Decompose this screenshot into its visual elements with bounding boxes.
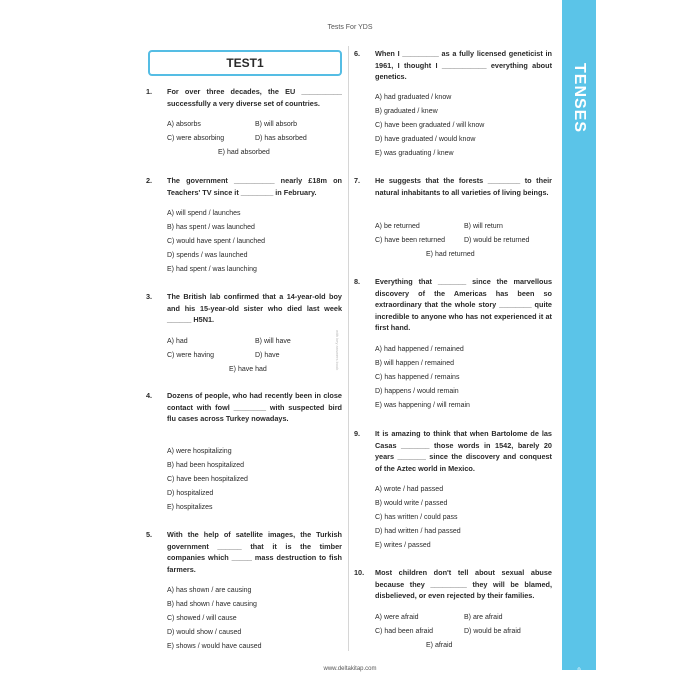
section-tab-label: TENSES xyxy=(571,62,588,133)
option-a: A) wrote / had passed xyxy=(375,486,444,493)
section-sidebar xyxy=(562,0,596,674)
question-stem: For over three decades, the EU __________ successfully a very diverse set of countries. xyxy=(167,87,342,108)
margin-note: with key answers book xyxy=(335,330,340,371)
option-e: E) writes / passed xyxy=(375,542,431,549)
question-number: 9. xyxy=(354,429,361,438)
option-d: D) have graduated / would know xyxy=(375,136,476,143)
option-a: A) had happened / remained xyxy=(375,346,464,353)
option-b: B) would write / passed xyxy=(375,500,448,507)
option-b: B) are afraid xyxy=(464,614,503,621)
option-b: B) will absorb xyxy=(255,121,298,128)
option-b: B) had shown / have causing xyxy=(167,601,257,608)
question-stem: Dozens of people, who had recently been in close contact with fowl ________ with suspected bird flu cases across Turkey nowadays. xyxy=(167,391,342,423)
option-b: B) had been hospitalized xyxy=(167,462,245,469)
question-number: 10. xyxy=(354,568,365,577)
publisher-url: www.deltakitap.com xyxy=(323,666,377,672)
option-c: C) have been returned xyxy=(375,237,446,244)
question-5 xyxy=(146,529,342,655)
question-number: 7. xyxy=(354,176,361,185)
option-c: C) showed / will cause xyxy=(167,615,237,622)
option-a: A) be returned xyxy=(375,223,420,230)
option-c: C) were having xyxy=(167,352,215,359)
question-1 xyxy=(146,86,342,162)
option-d: D) had written / had passed xyxy=(375,528,461,535)
question-stem: The government __________ nearly £18m on Teachers' TV since it ________ in February. xyxy=(167,176,342,197)
option-e: E) hospitalizes xyxy=(167,504,213,511)
option-e: E) was graduating / knew xyxy=(375,150,454,157)
option-c: C) would have spent / launched xyxy=(167,238,266,245)
page-number: 9 xyxy=(577,668,581,674)
question-3 xyxy=(146,291,342,377)
option-d: D) has absorbed xyxy=(255,135,307,142)
option-b: B) will happen / remained xyxy=(375,360,454,367)
option-d: D) hospitalized xyxy=(167,490,214,497)
option-b: B) has spent / was launched xyxy=(167,224,255,231)
question-stem: It is amazing to think that when Bartolome de las Casas _______ those words in 1542, barely 20 years _______ since the discovery and conquest of the Aztec world in Mexico. xyxy=(375,429,552,473)
question-number: 3. xyxy=(146,292,153,301)
question-stem: The British lab confirmed that a 14-year-old boy and his 15-year-old sister who died last week ______ H5N1. xyxy=(167,292,342,324)
option-c: C) had been afraid xyxy=(375,628,433,635)
question-number: 4. xyxy=(146,391,153,400)
question-number: 1. xyxy=(146,87,153,96)
option-a: A) were afraid xyxy=(375,614,419,621)
option-c: C) were absorbing xyxy=(167,135,225,142)
question-stem: Everything that _______ since the marvellous discovery of the Americas has been so extraordinary that the whole story ________ quite incredible to anyone who has not experienced it at first hand. xyxy=(375,277,552,332)
column-divider xyxy=(348,46,349,651)
question-number: 8. xyxy=(354,277,361,286)
option-a: A) had xyxy=(167,338,188,345)
option-e: E) have had xyxy=(229,366,267,373)
option-e: E) had returned xyxy=(426,251,475,258)
option-d: D) would be afraid xyxy=(464,628,521,635)
option-c: C) has written / could pass xyxy=(375,514,458,521)
option-e: E) afraid xyxy=(426,642,453,649)
test-title: TEST1 xyxy=(148,50,342,76)
option-a: A) absorbs xyxy=(167,121,201,128)
option-b: B) will return xyxy=(464,223,503,230)
question-stem: He suggests that the forests ________ to their natural inhabitants to all varieties of living beings. xyxy=(375,176,552,197)
question-8 xyxy=(354,276,554,416)
running-header: Tests For YDS xyxy=(327,24,373,31)
option-b: B) will have xyxy=(255,338,291,345)
question-number: 6. xyxy=(354,49,361,58)
option-c: C) have been graduated / will know xyxy=(375,122,485,129)
option-a: A) had graduated / know xyxy=(375,94,452,101)
option-b: B) graduated / knew xyxy=(375,108,438,115)
option-d: D) have xyxy=(255,352,280,359)
option-a: A) will spend / launches xyxy=(167,210,241,217)
option-d: D) would be returned xyxy=(464,237,530,244)
option-a: A) were hospitalizing xyxy=(167,448,232,455)
option-d: D) happens / would remain xyxy=(375,388,459,395)
option-c: C) has happened / remains xyxy=(375,374,460,381)
option-e: E) shows / would have caused xyxy=(167,643,262,650)
question-10 xyxy=(354,567,554,655)
option-c: C) have been hospitalized xyxy=(167,476,248,483)
option-e: E) had absorbed xyxy=(218,149,270,156)
option-d: D) spends / was launched xyxy=(167,252,248,259)
question-stem: Most children don't tell about sexual abuse because they _________ they will be blamed, disbelieved, or even rejected by their families. xyxy=(375,568,552,600)
question-stem: When I _________ as a fully licensed geneticist in 1961, I thought I ___________ everything about genetics. xyxy=(375,49,552,81)
option-d: D) would show / caused xyxy=(167,629,242,636)
option-a: A) has shown / are causing xyxy=(167,587,252,594)
question-4 xyxy=(146,390,342,516)
option-e: E) was happening / will remain xyxy=(375,402,470,409)
question-2 xyxy=(146,175,342,279)
question-number: 5. xyxy=(146,530,153,539)
question-9 xyxy=(354,428,554,554)
option-e: E) had spent / was launching xyxy=(167,266,257,273)
question-number: 2. xyxy=(146,176,153,185)
question-stem: With the help of satellite images, the Turkish government ______ that it is the timber companies which _____ mass destruction to fish farmers. xyxy=(167,530,342,574)
question-7 xyxy=(354,175,554,263)
question-6 xyxy=(354,48,554,162)
